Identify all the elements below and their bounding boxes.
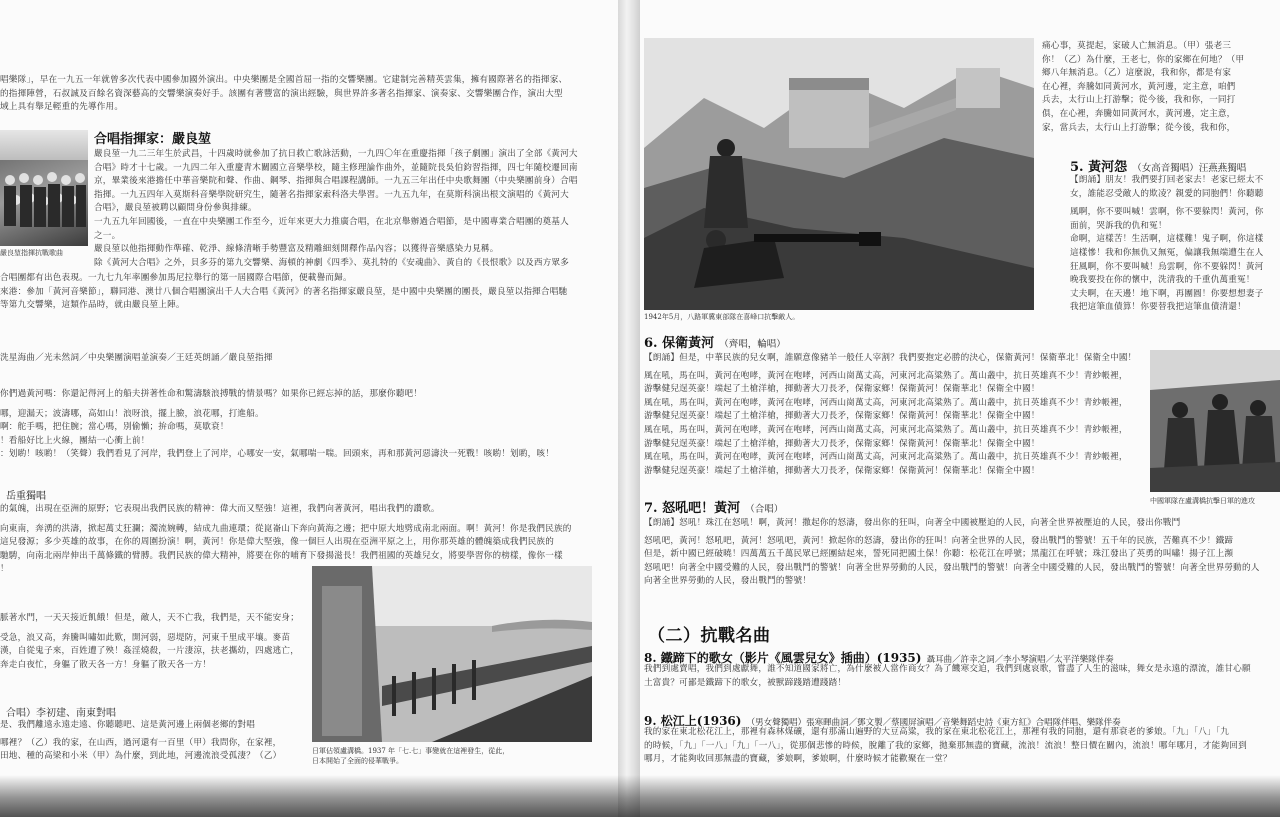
great-wall-photo [644, 38, 1034, 310]
lyric-line: 土富貴？可鄙是鐵蹄下的歌女，被獸蹄踐踏遭踐踏！ [644, 677, 847, 688]
verse-line: 鄉八年無消息。（乙）這麼說，我和你，都是有家 [1042, 68, 1232, 79]
lyric-line: 我把這筆血債算！你要替我把這筆血債清還！ [1070, 302, 1246, 313]
lyric-line: 風啊，你不要叫喊！雲啊，你不要躲閃！黃河，你 [1070, 207, 1264, 218]
lyric-line: 這樣慘！我和你無仇又無冤，偏讓我無端遭生在人 [1070, 247, 1264, 258]
lyric-line: 哪月，才能夠收回那無盡的寶藏，爹娘啊，爹娘啊，什麼時候才能歡聚在一堂？ [644, 754, 952, 765]
verse-line: 奔走白夜忙，身軀了散天各一方！身軀了散天各一方！ [0, 659, 212, 670]
bio-line: 合唱團都有出色表現。一九七九年率團參加馬尼拉舉行的第一屆國際合唱節，便載譽而歸。 [0, 273, 352, 283]
choir-biography [94, 148, 598, 270]
lyric-line: 我們到處賣唱，我們到處獻舞，誰不知道國家將亡，為什麼被人當作商女？為了饑寒交迫，我們到處哀歌，嘗盡了人生的滋味，舞女是永遠的漂流，誰甘心願 [644, 664, 1251, 674]
intro-paragraph [0, 74, 600, 115]
left-page [0, 0, 618, 817]
lyric-line: 風在吼，馬在叫，黃河在咆哮，黃河在咆哮，河西山崗萬丈高，河東河北高粱熟了。萬山叢中，抗日英雄真不少！青紗帳裡， [644, 397, 1128, 408]
lyric-line: 【朗誦】朋友！我們要打回老家去！老家已經太不 [1070, 175, 1264, 185]
song-8-title: 8. 鐵蹄下的歌女（影片《風雲兒女》插曲）(1935) [644, 651, 922, 665]
verse-line: 是、我們離遠永遠走遠、你聽聽吧、這是黃河邊上兩個老鄉的對唱 [0, 720, 256, 730]
verse-line: 啊：舵手嗎，把住腕；當心嗎，別偷懶；拚命嗎，莫歇衰！ [0, 422, 229, 433]
lyric-line: 向著全世界勞動的人民，發出戰鬥的警號！ [644, 576, 812, 587]
lyric-line: 面前，哭訴我的仇和冤！ [1070, 220, 1167, 231]
bio-line: 除《黃河大合唱》之外，貝多芬的第九交響樂、海頓的神劇《四季》、莫扎特的《安魂曲》、黃自的《長恨歌》以及西方眾多 [94, 257, 570, 268]
lyric-line: 【朗誦】但是，中華民族的兒女啊，誰願意像豬羊一般任人宰割？我們要抱定必勝的決心，保衛黃河！保衛華北！保衛全中國！ [644, 353, 1137, 363]
song-6-lyrics [644, 352, 1150, 478]
lyric-line: 的時候，「九」「一八」「九」「一八」，從那個悲慘的時候，脫離了我的家鄉，拋棄那無盡的寶藏，流浪！流浪！整日價在關內，流浪！哪年哪月，才能夠回到 [644, 740, 1247, 751]
dialogue-continuation [1042, 40, 1280, 135]
choir-section-title: 合唱指揮家：嚴良堃 [94, 132, 212, 147]
verse-line: 這兒發源；多少英雄的故事，在你的周圍扮演！啊，黃河！你是偉大堅強，像一個巨人出現在亞洲平原之上，用你那英雄的體魄築成我們民族的 [0, 537, 555, 548]
lyric-line: 但是，新中國已經破曉！四萬萬五千萬民眾已經團結起來，誓死同把國土保！你聽：松花江在呼號；黑龍江在呼號；珠江發出了英勇的叫嘯！揚子江上瀕 [644, 549, 1234, 560]
intro-line: 的指揮陣營，石叔誠及百餘名資深藝高的交響樂演奏好手。該團有著豐富的演出經驗，與世界許多著名指揮家、演奏家、交響樂團合作，演出大型 [0, 88, 563, 99]
lyric-line: 我的家在東北松花江上，那裡有森林煤礦，還有那滿山遍野的大豆高粱，我的家在東北松花江上，那裡有我的同胞，還有那衰老的爹娘。「九」「八」「九 [644, 727, 1230, 737]
song-9-title: 9. 松江上(1936) [644, 714, 742, 728]
verse-line: 向東南，奔湧的洪濤，掀起萬丈狂瀾；濁流婉轉，結成九曲連環；從崑崙山下奔向黃海之邊；把中原大地劈成南北兩面。啊！黃河！你是我們民族的 [0, 523, 572, 534]
verse-line: 你們過黃河嗎：你還記得河上的船夫拼著性命和驚濤駭浪搏戰的情景嗎？如果你已經忘掉的話，那麼你聽吧！ [0, 389, 423, 399]
verse-line: 兵去，太行山上打游擊；從今後，我和你，一同打 [1042, 95, 1236, 106]
bio-line: 一九五九年回國後，一直在中央樂團工作至今，近年來更大力推廣合唱，在北京舉辦過合唱節，是中國專業合唱團的奠基人 [94, 216, 569, 227]
great-wall-caption: 1942年5月，八路軍冀東部隊在喜峰口抗擊敵人。 [644, 313, 800, 321]
bridge-caption-line-1: 日軍佔領盧溝橋。1937 年「七.七」事變就在這裡發生，從此， [312, 747, 510, 755]
lyric-line: 怒吼吧，黃河！怒吼吧，黃河！怒吼吧，黃河！掀起你的怒濤，發出你的狂叫！向著全世界的人民，發出戰鬥的警號！五千年的民族，苦難真不少！鐵蹄 [644, 535, 1234, 546]
bio-line: 指揮。一九五四年入莫斯科音樂學院研究生，隨著名指揮家索科洛夫學習。一九五九年，在莫斯科演出根文演唱的《黃河大 [94, 189, 569, 200]
verse-lament [0, 612, 306, 672]
bio-line: 之一。 [94, 230, 121, 241]
verse-line: 你！（乙）為什麼，王老七，你的家鄉在何地？（甲 [1042, 54, 1245, 65]
battle-photo-caption: 中國軍隊在盧溝橋抗擊日軍的進攻 [1150, 497, 1255, 505]
verse-line: 哪裡？（乙）我的家，在山西，過河還有一百里（甲）我問你，在家裡， [0, 737, 282, 748]
lyric-line: 游擊健兒逞英豪！端起了土槍洋槍，揮動著大刀長矛，保衛家鄉！保衛黃河！保衛華北！保衛全中國！ [644, 411, 1040, 422]
lyric-line: 【朗誦】怒吼！珠江在怒吼！啊，黃河！撒起你的怒濤，發出你的狂叫，向著全中國被壓迫的人民，向著全世界被壓迫的人民，發出你戰鬥 [644, 518, 1181, 528]
verse-line: 漢，自從鬼子來，百姓遭了殃！姦淫燒殺，一片淒涼，扶老攜幼，四處逃亡， [0, 646, 299, 657]
lyric-line: 游擊健兒逞英豪！端起了土槍洋槍，揮動著大刀長矛，保衛家鄉！保衛黃河！保衛華北！保衛全中國！ [644, 438, 1040, 449]
verse-ode-heading: 岳重獨唱 [6, 491, 46, 502]
verse-line: 家，當兵去，太行山上打游擊；從今後，我和你， [1042, 122, 1236, 133]
verse-dialogue [0, 719, 306, 764]
intro-line: 域上具有舉足輕重的先導作用。 [0, 102, 124, 113]
song-7-subtitle: （合唱） [745, 504, 784, 515]
verse-line: 痛心事，莫提起，家破人亡無消息。（甲）張老三 [1042, 41, 1232, 51]
lyric-line: 風在吼，馬在叫，黃河在咆哮，黃河在咆哮，河西山崗萬丈高，河東河北高粱熟了。萬山叢中，抗日英雄真不少！青紗帳裡， [644, 424, 1128, 435]
bio-line: 京，畢業後來港擔任中華音樂院和聲、作曲、鋼琴、指揮與合唱課程講師。一九五三年出任中央歌舞團（中央樂團前身）合唱 [94, 176, 578, 187]
verse-line: 的氣魄，出現在亞洲的原野；它表現出我們民族的精神：偉大而又堅強！這裡，我們向著黃河，唱出我們的讚歌。 [0, 504, 440, 514]
page-bottom-shadow [0, 775, 1280, 817]
verse-boatmen [0, 388, 600, 462]
book-gutter [618, 0, 640, 817]
song-5-title: 5. 黃河怨 [1070, 160, 1128, 175]
verse-line: 受急，浪又高，奔騰叫嘯如此歎，開河弱，惡堤防，河東千里成平壤。麥苗 [0, 632, 291, 643]
choir-photo-caption: 嚴良堃指揮抗戰歌曲 [0, 249, 63, 257]
bio-line: 合唱》，嚴良堃被聘以顧問身份參與排練。 [94, 203, 257, 214]
verse-line: 俱，在心裡，奔騰如同黃河水，黃河邊，定主意， [1042, 108, 1236, 119]
song-8-credit: 聶耳曲／許幸之詞／李小琴演唱／太平洋樂隊伴奏 [926, 655, 1114, 665]
lyric-line: 怒吼吧！向著全中國受難的人民，發出戰鬥的警號！向著全世界勞動的人民，發出戰鬥的警號！向著全中國受難的人民，發出戰鬥的警號！向著全世界勞動的人 [644, 562, 1260, 573]
verse-line: ！ [0, 564, 9, 575]
section-title-war-songs: （二）抗戰名曲 [648, 626, 771, 646]
verse-line: ！看船好比上火線，團結一心衝上前！ [0, 435, 150, 446]
verse-line: 在心裡，奔騰如同黃河水，黃河邊，定主意，咱們 [1042, 81, 1236, 92]
bio-line: 嚴良堃一九二三年生於武昌，十四歲時就參加了抗日救亡歌詠活動，一九四〇年在重慶指揮「孩子劇團」演出了全部《黃河大 [94, 149, 578, 159]
lyric-line: 命啊，這樣苦！生活啊，這樣難！鬼子啊，你這樣 [1070, 234, 1264, 245]
verse-line: 馳騁，向南北兩岸伸出千萬條鐵的臂膊。我們民族的偉大精神，將要在你的哺育下發揚滋長！我們祖國的英雄兒女，將要學習你的榜樣，像你一樣 [0, 550, 563, 561]
right-page [640, 0, 1280, 817]
performance-credits: 洗星海曲／光未然詞／中央樂團演唱並演奏／王廷英朗誦／嚴良堃指揮 [0, 353, 273, 363]
verse-line: ：划喲！咳喲！（笑聲）我們看見了河岸，我們登上了河岸，心哪安一安，氣哪喘一喘。回頭來，再和那黃河惡濤決一死戰！咳喲！划喲，咳！ [0, 449, 555, 460]
lyric-line: 女，誰能忍受敵人的欺凌？親愛的同胞們！你聽聽 [1070, 188, 1264, 199]
lyric-line: 風在吼，馬在叫，黃河在咆哮，黃河在咆哮，河西山崗萬丈高，河東河北高粱熟了。萬山叢中，抗日英雄真不少！青紗帳裡， [644, 370, 1128, 381]
bio-line: 嚴良堃以他指揮動作準確、乾淨、線條清晰手勢豐富及精雕細刻開釋作品內容；以獲得音樂感染力見稱。 [94, 244, 499, 255]
song-6-title: 6. 保衛黃河 [644, 336, 715, 351]
verse-line: 脈著水門，一天天接近飢餓！但是，敵人，天不亡我，我們是，天不能安身； [0, 613, 299, 623]
lyric-line: 丈夫啊，在天邊！地下啊，再團圓！你要想想妻子 [1070, 288, 1264, 299]
song-9-lyrics [644, 726, 1274, 767]
song-7-title: 7. 怒吼吧！黃河 [644, 501, 741, 516]
lyric-line: 游擊健兒逞英豪！端起了土槍洋槍，揮動著大刀長矛，保衛家鄉！保衛黃河！保衛華北！保衛全中國！ [644, 465, 1040, 476]
song-5-heading [1070, 156, 1246, 175]
song-7-heading [644, 497, 783, 516]
choir-biography-continued [0, 272, 600, 313]
bridge-caption-line-2: 日本開始了全面的侵華戰爭。 [312, 757, 403, 765]
song-5-subtitle: （女高音獨唱）汪燕燕獨唱 [1132, 163, 1247, 174]
song-9-credit: （男女聲獨唱）張寒暉曲詞／鄧文製／蔡國屏演唱／音樂舞蹈史詩《東方紅》合唱隊伴唱、樂隊伴奏 [746, 718, 1121, 728]
lyric-line: 游擊健兒逞英豪！端起了土槍洋槍，揮動著大刀長矛，保衛家鄉！保衛黃河！保衛華北！保衛全中國！ [644, 384, 1040, 395]
song-6-subtitle: （齊唱，輪唱） [719, 339, 786, 350]
verse-line: 哪，迎漏天；波濤哪，高如山！浪呀浪，擺上臉，浪花哪，打進船。 [0, 408, 264, 419]
bio-line: 等第九交響樂，這類作品時，就由嚴良堃上陣。 [0, 300, 185, 311]
verse-line: 田地、種的高梁和小米（甲）為什麼，到此地，河邊流浪受孤淒？（乙） [0, 751, 282, 762]
lyric-line: 晚我要投在你的懷中，洗清我的千重仇萬重冤！ [1070, 275, 1255, 286]
song-8-lyrics [644, 663, 1274, 690]
intro-line: 唱樂隊」，早在一九五一年就曾多次代表中國參加國外演出。中央樂團是全國首屈一指的交響樂團。它建制完善精英雲集，擁有國際著名的指揮家、 [0, 75, 568, 85]
bio-line: 來港：參加「黃河音樂節」，聯同港、澳廿八個合唱團演出千人大合唱《黃河》的著名指揮家嚴良堃，是中國中央樂團的團長，嚴良堃以指揮合唱馳 [0, 286, 568, 297]
song-6-heading [644, 332, 786, 351]
bio-line: 合唱》時才十七歲。一九四二年入重慶青木關國立音樂學校，隨主修理論作曲外，並隨院長吳伯鈞習指揮，四七年隨校遷回南 [94, 162, 578, 173]
lugou-bridge-battle-photo [1150, 350, 1280, 492]
song-7-lyrics [644, 517, 1274, 589]
marco-polo-bridge-photo [312, 566, 592, 742]
lyric-line: 風在吼，馬在叫，黃河在咆哮，黃河在咆哮，河西山崗萬丈高，河東河北高粱熟了。萬山叢中，抗日英雄真不少！青紗帳裡， [644, 452, 1128, 463]
verse-dialogue-heading: 合唱）李初建、南東對唱 [6, 708, 116, 719]
lyric-line: 狂風啊，你不要叫喊！烏雲啊，你不要躲閃！黃河 [1070, 261, 1264, 272]
choir-photo [0, 130, 88, 246]
song-5-lyrics [1070, 174, 1280, 315]
